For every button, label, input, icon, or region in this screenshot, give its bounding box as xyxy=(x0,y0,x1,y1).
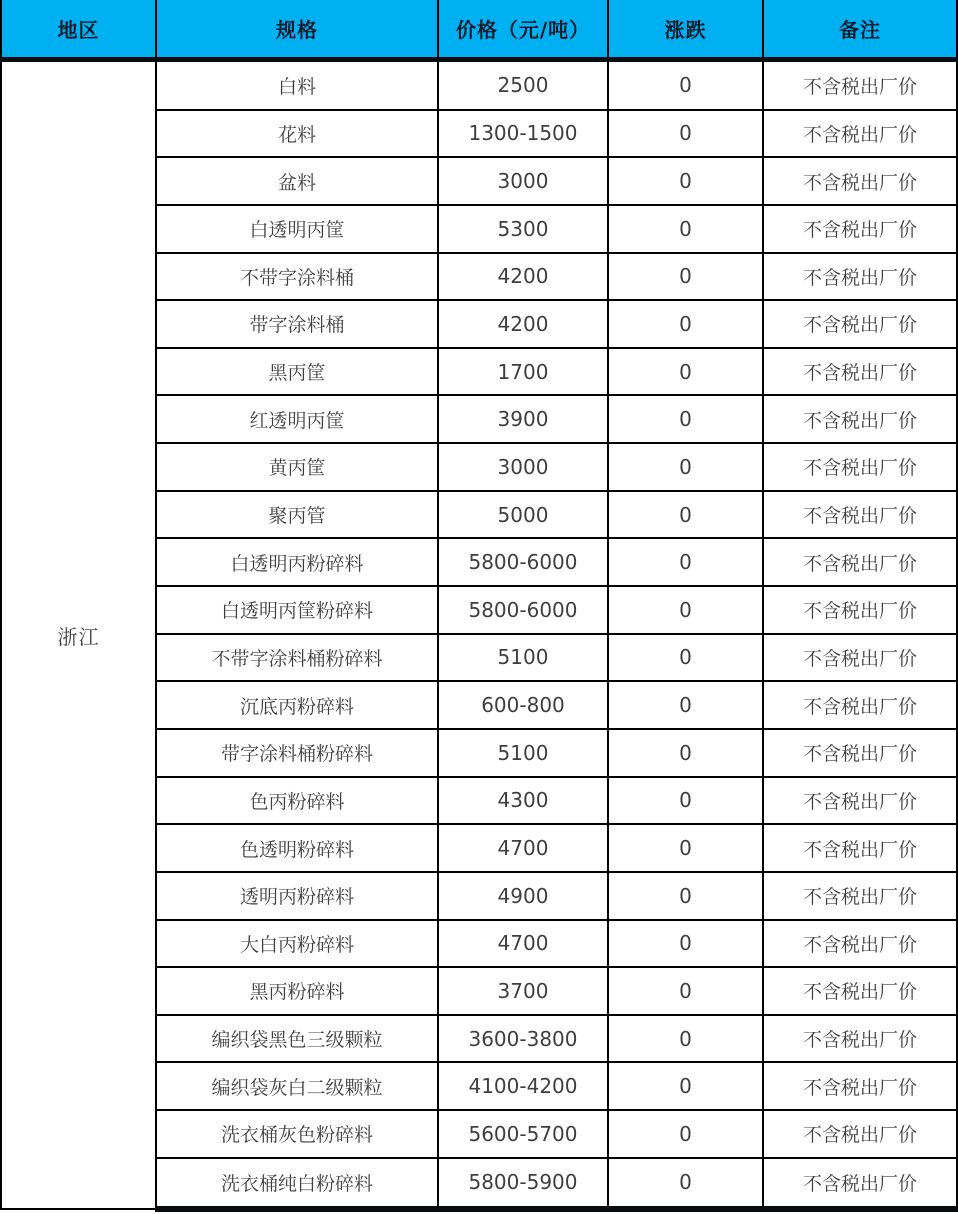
spec-cell: 黑丙粉碎料 xyxy=(156,967,438,1015)
change-cell: 0 xyxy=(608,824,763,872)
note-cell: 不含税出厂价 xyxy=(763,491,957,539)
price-cell: 2500 xyxy=(438,60,608,110)
note-cell: 不含税出厂价 xyxy=(763,681,957,729)
note-cell: 不含税出厂价 xyxy=(763,110,957,158)
spec-cell: 不带字涂料桶粉碎料 xyxy=(156,634,438,682)
spec-cell: 红透明丙筐 xyxy=(156,395,438,443)
price-cell: 5800-6000 xyxy=(438,538,608,586)
note-cell: 不含税出厂价 xyxy=(763,300,957,348)
note-cell: 不含税出厂价 xyxy=(763,253,957,301)
price-cell: 4300 xyxy=(438,777,608,825)
header-change: 涨跌 xyxy=(608,0,763,60)
spec-cell: 白料 xyxy=(156,60,438,110)
spec-cell: 透明丙粉碎料 xyxy=(156,872,438,920)
price-cell: 5600-5700 xyxy=(438,1110,608,1158)
note-cell: 不含税出厂价 xyxy=(763,920,957,968)
change-cell: 0 xyxy=(608,586,763,634)
change-cell: 0 xyxy=(608,348,763,396)
change-cell: 0 xyxy=(608,729,763,777)
note-cell: 不含税出厂价 xyxy=(763,586,957,634)
change-cell: 0 xyxy=(608,777,763,825)
change-cell: 0 xyxy=(608,634,763,682)
note-cell: 不含税出厂价 xyxy=(763,348,957,396)
change-cell: 0 xyxy=(608,1062,763,1110)
spec-cell: 白透明丙筐粉碎料 xyxy=(156,586,438,634)
change-cell: 0 xyxy=(608,443,763,491)
spec-cell: 洗衣桶纯白粉碎料 xyxy=(156,1158,438,1209)
change-cell: 0 xyxy=(608,920,763,968)
change-cell: 0 xyxy=(608,491,763,539)
price-cell: 600-800 xyxy=(438,681,608,729)
note-cell: 不含税出厂价 xyxy=(763,395,957,443)
spec-cell: 编织袋黑色三级颗粒 xyxy=(156,1015,438,1063)
note-cell: 不含税出厂价 xyxy=(763,967,957,1015)
change-cell: 0 xyxy=(608,538,763,586)
spec-cell: 白透明丙筐 xyxy=(156,205,438,253)
price-cell: 4700 xyxy=(438,824,608,872)
price-cell: 5800-5900 xyxy=(438,1158,608,1209)
note-cell: 不含税出厂价 xyxy=(763,1110,957,1158)
price-cell: 5100 xyxy=(438,729,608,777)
change-cell: 0 xyxy=(608,300,763,348)
change-cell: 0 xyxy=(608,395,763,443)
spec-cell: 色透明粉碎料 xyxy=(156,824,438,872)
price-cell: 1700 xyxy=(438,348,608,396)
note-cell: 不含税出厂价 xyxy=(763,1062,957,1110)
change-cell: 0 xyxy=(608,967,763,1015)
change-cell: 0 xyxy=(608,1110,763,1158)
change-cell: 0 xyxy=(608,253,763,301)
price-cell: 4200 xyxy=(438,300,608,348)
price-cell: 4700 xyxy=(438,920,608,968)
price-cell: 1300-1500 xyxy=(438,110,608,158)
header-price: 价格（元/吨） xyxy=(438,0,608,60)
header-row xyxy=(1,0,957,60)
note-cell: 不含税出厂价 xyxy=(763,777,957,825)
change-cell: 0 xyxy=(608,60,763,110)
price-cell: 3900 xyxy=(438,395,608,443)
note-cell: 不含税出厂价 xyxy=(763,634,957,682)
spec-cell: 带字涂料桶粉碎料 xyxy=(156,729,438,777)
price-cell: 3700 xyxy=(438,967,608,1015)
price-cell: 5300 xyxy=(438,205,608,253)
note-cell: 不含税出厂价 xyxy=(763,872,957,920)
note-cell: 不含税出厂价 xyxy=(763,443,957,491)
price-cell: 4200 xyxy=(438,253,608,301)
change-cell: 0 xyxy=(608,872,763,920)
change-cell: 0 xyxy=(608,205,763,253)
change-cell: 0 xyxy=(608,110,763,158)
price-cell: 5800-6000 xyxy=(438,586,608,634)
change-cell: 0 xyxy=(608,681,763,729)
spec-cell: 盆料 xyxy=(156,157,438,205)
note-cell: 不含税出厂价 xyxy=(763,60,957,110)
region-cell: 浙江 xyxy=(1,60,156,1210)
header-note: 备注 xyxy=(763,0,957,60)
spec-cell: 黑丙筐 xyxy=(156,348,438,396)
spec-cell: 花料 xyxy=(156,110,438,158)
price-cell: 4100-4200 xyxy=(438,1062,608,1110)
spec-cell: 黄丙筐 xyxy=(156,443,438,491)
price-cell: 5100 xyxy=(438,634,608,682)
spec-cell: 大白丙粉碎料 xyxy=(156,920,438,968)
spec-cell: 沉底丙粉碎料 xyxy=(156,681,438,729)
price-cell: 5000 xyxy=(438,491,608,539)
price-cell: 3000 xyxy=(438,157,608,205)
note-cell: 不含税出厂价 xyxy=(763,824,957,872)
price-cell: 4900 xyxy=(438,872,608,920)
table-row xyxy=(1,60,957,110)
spec-cell: 洗衣桶灰色粉碎料 xyxy=(156,1110,438,1158)
spec-cell: 不带字涂料桶 xyxy=(156,253,438,301)
spec-cell: 白透明丙粉碎料 xyxy=(156,538,438,586)
change-cell: 0 xyxy=(608,1015,763,1063)
note-cell: 不含税出厂价 xyxy=(763,157,957,205)
price-cell: 3000 xyxy=(438,443,608,491)
note-cell: 不含税出厂价 xyxy=(763,538,957,586)
spec-cell: 聚丙管 xyxy=(156,491,438,539)
note-cell: 不含税出厂价 xyxy=(763,1015,957,1063)
header-spec: 规格 xyxy=(156,0,438,60)
spec-cell: 色丙粉碎料 xyxy=(156,777,438,825)
spec-cell: 编织袋灰白二级颗粒 xyxy=(156,1062,438,1110)
change-cell: 0 xyxy=(608,157,763,205)
price-cell: 3600-3800 xyxy=(438,1015,608,1063)
note-cell: 不含税出厂价 xyxy=(763,1158,957,1209)
change-cell: 0 xyxy=(608,1158,763,1209)
note-cell: 不含税出厂价 xyxy=(763,729,957,777)
note-cell: 不含税出厂价 xyxy=(763,205,957,253)
header-region: 地区 xyxy=(1,0,156,60)
spec-cell: 带字涂料桶 xyxy=(156,300,438,348)
